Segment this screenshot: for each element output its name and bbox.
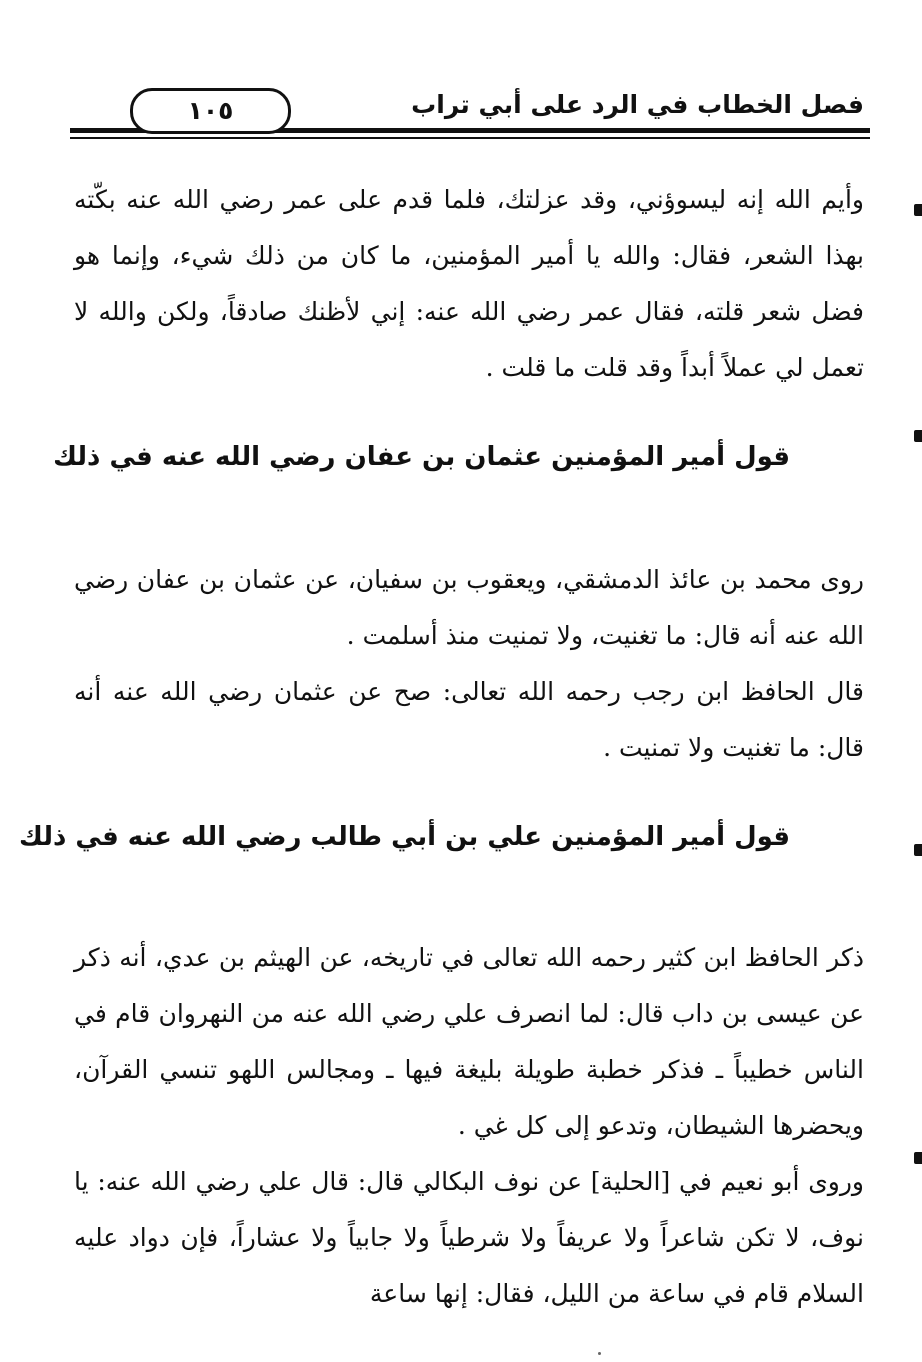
section-heading-uthman: قول أمير المؤمنين عثمان بن عفان رضي الله عنه في ذلك	[53, 442, 790, 472]
page-number-badge: ١٠٥	[130, 88, 291, 134]
paragraph-uthman-2: قال الحافظ ابن رجب رحمه الله تعالى: صح عن عثمان رضي الله عنه أنه قال: ما تغنيت ولا تمنيت .	[74, 677, 864, 762]
margin-mark	[914, 430, 922, 442]
scan-speck	[598, 1352, 601, 1355]
margin-mark	[914, 844, 922, 856]
paragraph-ali-1: ذكر الحافظ ابن كثير رحمه الله تعالى في تاريخه، عن الهيثم بن عدي، أنه ذكر عن عيسى بن داب قال: لما انصرف علي رضي الله عنه من النهروان قام في الناس خطيباً ـ فذكر خطبة طويلة بليغة فيها ـ ومجالس اللهو تنسي القرآن، ويحضرها الشيطان، وتدعو إلى كل غي .	[74, 943, 864, 1140]
section-heading-ali: قول أمير المؤمنين علي بن أبي طالب رضي الله عنه في ذلك	[19, 822, 790, 852]
page-header	[70, 84, 870, 144]
paragraph-ali-2: وروى أبو نعيم في [الحلية] عن نوف البكالي قال: قال علي رضي الله عنه: يا نوف، لا تكن شاعراً ولا عريفاً ولا شرطياً ولا جابياً ولا عشاراً، فإن دواد عليه السلام قام في ساعة من الليل، فقال: إنها ساعة	[74, 1167, 864, 1308]
paragraph-uthman-1: روى محمد بن عائذ الدمشقي، ويعقوب بن سفيان، عن عثمان بن عفان رضي الله عنه أنه قال: ما تغنيت، ولا تمنيت منذ أسلمت .	[74, 565, 864, 650]
running-title: فصل الخطاب في الرد على أبي تراب	[411, 90, 864, 119]
margin-mark	[914, 204, 922, 216]
margin-mark	[914, 1152, 922, 1164]
paragraph-top: وأيم الله إنه ليسوؤني، وقد عزلتك، فلما قدم على عمر رضي الله عنه بكّته بهذا الشعر، فقال: والله يا أمير المؤمنين، ما كان من ذلك شيء، وإنما هو فضل شعر قلته، فقال عمر رضي الله عنه: إني لأظنك صادقاً، ولكن والله لا تعمل لي عملاً أبداً وقد قلت ما قلت .	[74, 185, 864, 382]
header-rule-thin	[70, 137, 870, 139]
